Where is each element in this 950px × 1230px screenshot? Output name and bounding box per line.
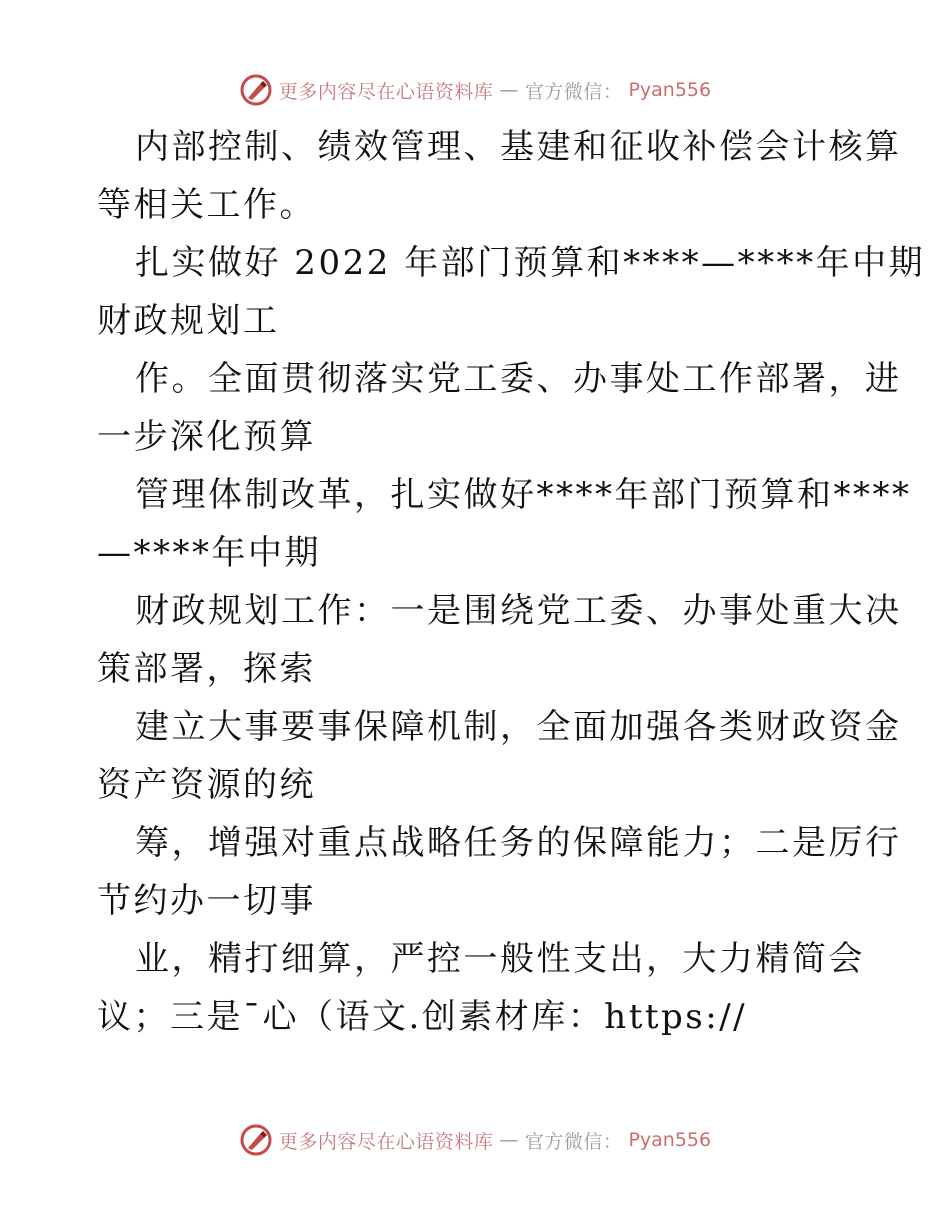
text-line: 内部控制、绩效管理、基建和征收补偿会计核算 bbox=[135, 127, 902, 167]
text-line: 议；三是¯心（语文.创素材库：https:// bbox=[97, 997, 748, 1037]
text-line: 等相关工作。 bbox=[97, 185, 316, 225]
watermark-wechat-id: Pyan556 bbox=[628, 1129, 712, 1151]
text-line: 一步深化预算 bbox=[97, 417, 316, 457]
watermark-site-text: 更多内容尽在心语资料库 bbox=[278, 1130, 494, 1153]
text-line: —****年中期 bbox=[97, 533, 321, 573]
header-watermark bbox=[0, 70, 950, 110]
footer-watermark bbox=[0, 1120, 950, 1160]
text-line: 管理体制改革，扎实做好****年部门预算和**** bbox=[135, 475, 912, 515]
text-line: 建立大事要事保障机制，全面加强各类财政资金 bbox=[135, 707, 902, 747]
pen-logo-icon bbox=[239, 1123, 273, 1157]
watermark-wechat-id: Pyan556 bbox=[628, 79, 712, 101]
pen-logo-icon bbox=[239, 73, 273, 107]
text-line: 财政规划工作：一是围绕党工委、办事处重大决 bbox=[135, 591, 902, 631]
text-line: 策部署，探索 bbox=[97, 649, 316, 689]
text-line: 作。全面贯彻落实党工委、办事处工作部署，进 bbox=[135, 359, 902, 399]
text-line: 资产资源的统 bbox=[97, 765, 316, 805]
text-line: 扎实做好 2022 年部门预算和****—****年中期 bbox=[135, 243, 926, 283]
text-line: 财政规划工 bbox=[97, 301, 280, 341]
watermark-site-text: 更多内容尽在心语资料库 bbox=[278, 80, 494, 103]
watermark-dash: — bbox=[499, 1129, 519, 1151]
document-body bbox=[97, 118, 926, 1046]
watermark-dash: — bbox=[499, 79, 519, 101]
text-line: 节约办一切事 bbox=[97, 881, 316, 921]
text-line: 筹，增强对重点战略任务的保障能力；二是厉行 bbox=[135, 823, 902, 863]
text-line: 业，精打细算，严控一般性支出，大力精简会 bbox=[135, 939, 865, 979]
watermark-wechat-label: 官方微信： bbox=[524, 1130, 623, 1153]
watermark-wechat-label: 官方微信： bbox=[524, 80, 623, 103]
